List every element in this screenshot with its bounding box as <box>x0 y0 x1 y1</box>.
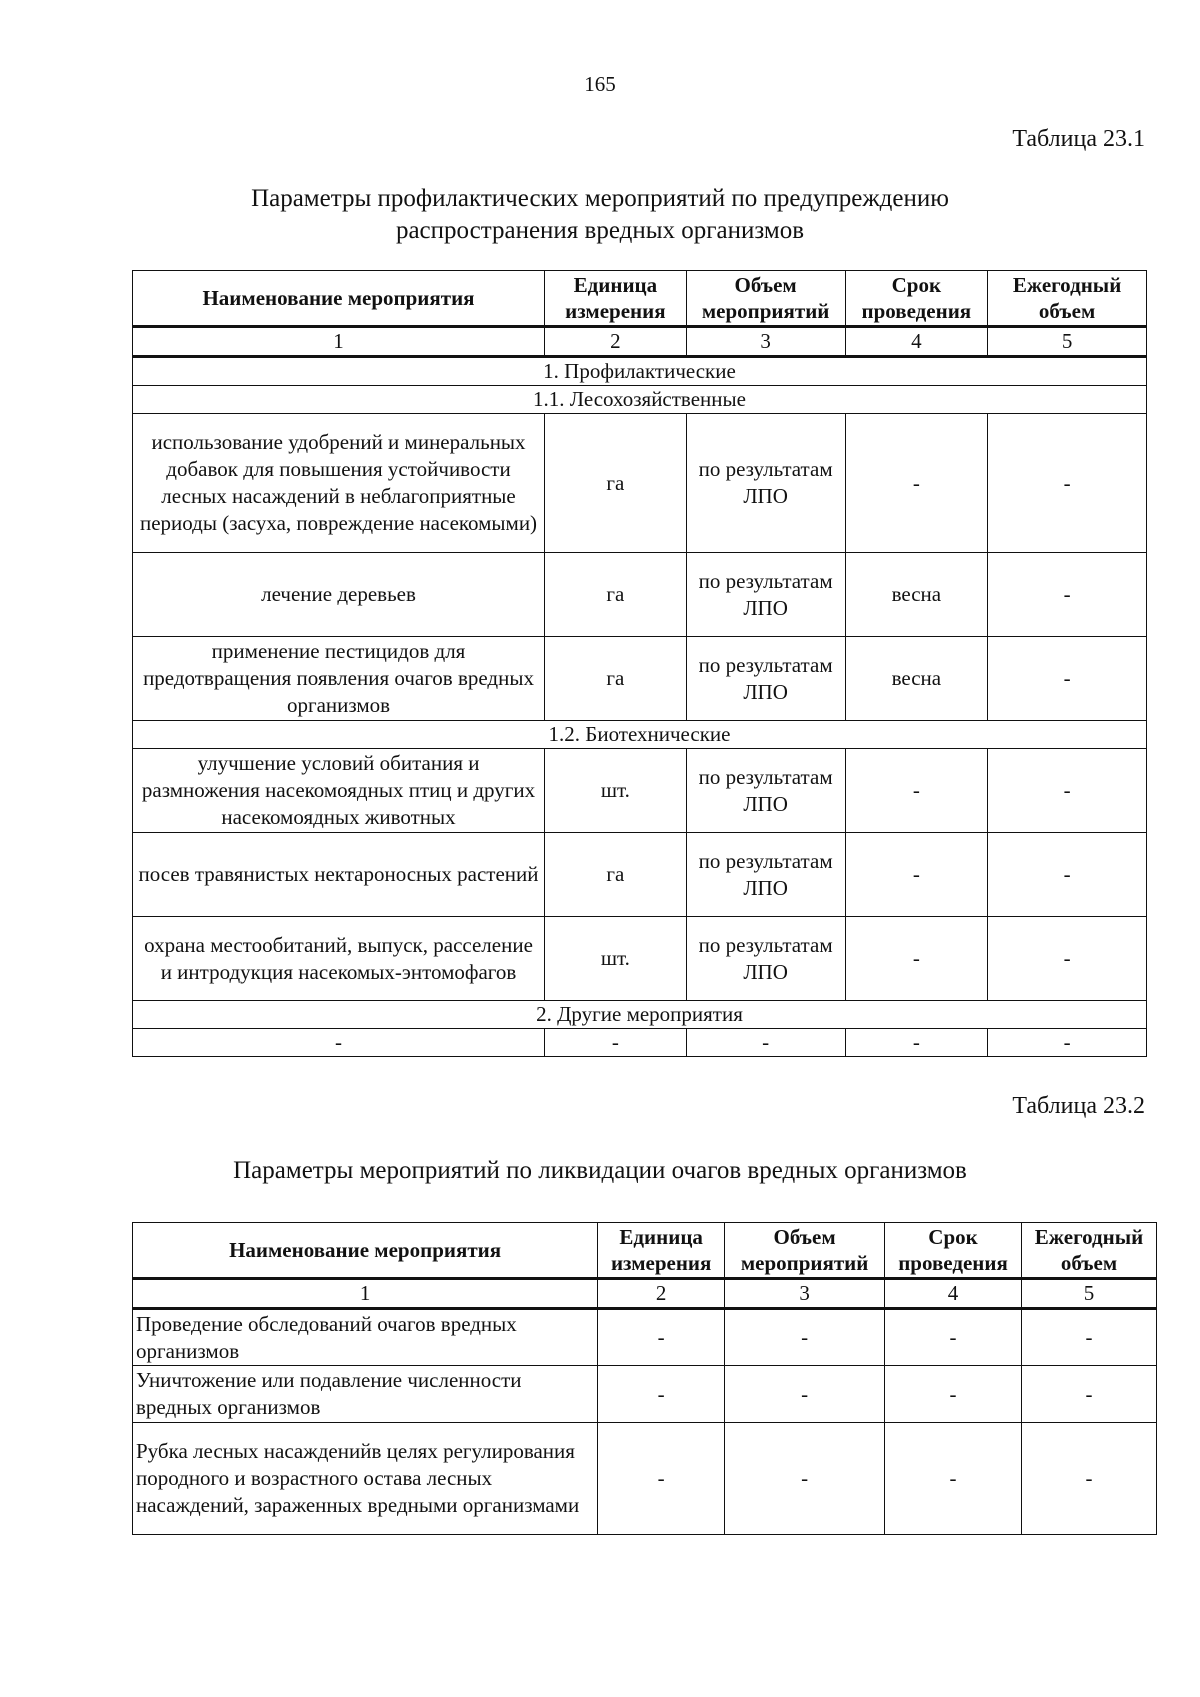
row-name: применение пестицидов для предотвращения появления очагов вредных организмов <box>133 637 545 721</box>
row-unit: га <box>545 833 687 917</box>
row-annual: - <box>988 833 1147 917</box>
row-volume: по результатам ЛПО <box>686 749 845 833</box>
page-number: 165 <box>584 72 616 96</box>
header-unit: Единица измерения <box>598 1223 725 1279</box>
row-name: Уничтожение или подавление численности вредных организмов <box>133 1366 598 1423</box>
column-number: 1 <box>133 1279 598 1309</box>
row-term: - <box>885 1309 1022 1366</box>
row-annual: - <box>988 749 1147 833</box>
row-term: - <box>845 749 988 833</box>
column-number: 2 <box>598 1279 725 1309</box>
table-label-23-1: Таблица 23.1 <box>1012 126 1145 152</box>
table-label-23-2: Таблица 23.2 <box>1012 1093 1145 1119</box>
header-term: Срок проведения <box>845 271 988 327</box>
row-name: посев травянистых нектароносных растений <box>133 833 545 917</box>
row-volume: - <box>725 1366 885 1423</box>
header-row <box>133 271 1147 327</box>
column-number: 3 <box>725 1279 885 1309</box>
row-volume: по результатам ЛПО <box>686 553 845 637</box>
row-annual: - <box>1022 1366 1157 1423</box>
column-number-row <box>133 327 1147 357</box>
row-volume: по результатам ЛПО <box>686 833 845 917</box>
subsection-row <box>133 721 1147 749</box>
column-number: 4 <box>845 327 988 357</box>
section-row <box>133 357 1147 386</box>
column-number: 5 <box>1022 1279 1157 1309</box>
row-annual: - <box>1022 1309 1157 1366</box>
table-title-23-2: Параметры мероприятий по ликвидации очагов вредных организмов <box>233 1157 967 1184</box>
row-annual: - <box>988 917 1147 1001</box>
table-row <box>133 749 1147 833</box>
row-name: использование удобрений и минеральных добавок для повышения устойчивости лесных насаждений в неблагоприятные периоды (засуха, повреждение насекомыми) <box>133 414 545 553</box>
section-row <box>133 1001 1147 1029</box>
header-annual: Ежегодный объем <box>1022 1223 1157 1279</box>
section-heading: 2. Другие мероприятия <box>133 1001 1147 1029</box>
table-23-1 <box>132 270 1147 1057</box>
row-volume: по результатам ЛПО <box>686 414 845 553</box>
column-number: 5 <box>988 327 1147 357</box>
row-term: - <box>885 1366 1022 1423</box>
table-row <box>133 917 1147 1001</box>
row-term: - <box>845 1029 988 1057</box>
row-unit: га <box>545 637 687 721</box>
row-term: - <box>845 833 988 917</box>
table-title-23-1 <box>0 183 1200 247</box>
row-term: весна <box>845 637 988 721</box>
table-row <box>133 1309 1157 1366</box>
column-number: 3 <box>686 327 845 357</box>
header-name: Наименование мероприятия <box>133 1223 598 1279</box>
table-row <box>133 1423 1157 1535</box>
row-unit: га <box>545 414 687 553</box>
table-row <box>133 833 1147 917</box>
column-number: 2 <box>545 327 687 357</box>
subsection-row <box>133 386 1147 414</box>
column-number-row <box>133 1279 1157 1309</box>
subsection-heading: 1.1. Лесохозяйственные <box>133 386 1147 414</box>
row-annual: - <box>988 414 1147 553</box>
row-term: - <box>845 414 988 553</box>
table-23-2 <box>132 1222 1157 1535</box>
row-name: Рубка лесных насажденийв целях регулирования породного и возрастного остава лесных насаждений, зараженных вредными организмами <box>133 1423 598 1535</box>
row-name: Проведение обследований очагов вредных организмов <box>133 1309 598 1366</box>
row-annual: - <box>988 1029 1147 1057</box>
row-name: охрана местообитаний, выпуск, расселение и интродукция насекомых-энтомофагов <box>133 917 545 1001</box>
row-unit: шт. <box>545 917 687 1001</box>
row-unit: га <box>545 553 687 637</box>
header-name: Наименование мероприятия <box>133 271 545 327</box>
row-unit: - <box>598 1423 725 1535</box>
column-number: 4 <box>885 1279 1022 1309</box>
table-row <box>133 553 1147 637</box>
row-annual: - <box>1022 1423 1157 1535</box>
section-heading: 1. Профилактические <box>133 357 1147 386</box>
table-row <box>133 414 1147 553</box>
header-volume: Объем мероприятий <box>686 271 845 327</box>
row-name: лечение деревьев <box>133 553 545 637</box>
row-volume: - <box>725 1309 885 1366</box>
row-name: улучшение условий обитания и размножения насекомоядных птиц и других насекомоядных животных <box>133 749 545 833</box>
subsection-heading: 1.2. Биотехнические <box>133 721 1147 749</box>
header-annual: Ежегодный объем <box>988 271 1147 327</box>
row-unit: - <box>545 1029 687 1057</box>
table-row <box>133 637 1147 721</box>
header-volume: Объем мероприятий <box>725 1223 885 1279</box>
row-volume: - <box>686 1029 845 1057</box>
header-row <box>133 1223 1157 1279</box>
row-unit: - <box>598 1366 725 1423</box>
title-line-2: распространения вредных организмов <box>395 217 805 244</box>
row-unit: шт. <box>545 749 687 833</box>
row-unit: - <box>598 1309 725 1366</box>
row-annual: - <box>988 637 1147 721</box>
row-term: - <box>885 1423 1022 1535</box>
row-volume: - <box>725 1423 885 1535</box>
title-line-1: Параметры профилактических мероприятий по предупреждению <box>251 185 949 212</box>
row-name: - <box>133 1029 545 1057</box>
row-volume: по результатам ЛПО <box>686 637 845 721</box>
row-volume: по результатам ЛПО <box>686 917 845 1001</box>
row-term: весна <box>845 553 988 637</box>
table-row <box>133 1029 1147 1057</box>
table-row <box>133 1366 1157 1423</box>
header-term: Срок проведения <box>885 1223 1022 1279</box>
row-term: - <box>845 917 988 1001</box>
row-annual: - <box>988 553 1147 637</box>
header-unit: Единица измерения <box>545 271 687 327</box>
column-number: 1 <box>133 327 545 357</box>
